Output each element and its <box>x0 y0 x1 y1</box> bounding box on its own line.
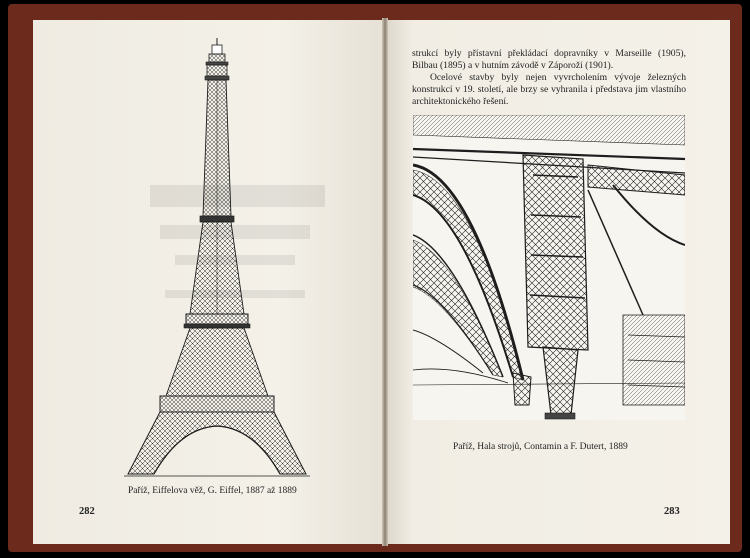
eiffel-caption: Paříž, Eiffelova věž, G. Eiffel, 1887 až 1889 <box>128 486 297 496</box>
paragraph-1: strukcí byly přístavní překládací dopravníky v Marseille (1905), Bilbau (1895) a v hutním závodě v Záporoží (1901). <box>412 48 686 71</box>
book-gutter <box>382 18 388 546</box>
left-page-number: 282 <box>79 506 95 517</box>
machine-hall-illustration <box>413 115 685 420</box>
right-page-number: 283 <box>664 506 680 517</box>
machine-hall-caption: Paříž, Hala strojů, Contamin a F. Dutert, 1889 <box>453 442 628 452</box>
eiffel-tower-illustration <box>120 36 315 481</box>
right-page-text <box>412 48 686 108</box>
paragraph-2: Ocelové stavby byly nejen vyvrcholením vývoje železných konstrukcí v 19. století, ale brzy se vyhranila i představa jim vlastního architektonického řešení. <box>412 71 686 107</box>
